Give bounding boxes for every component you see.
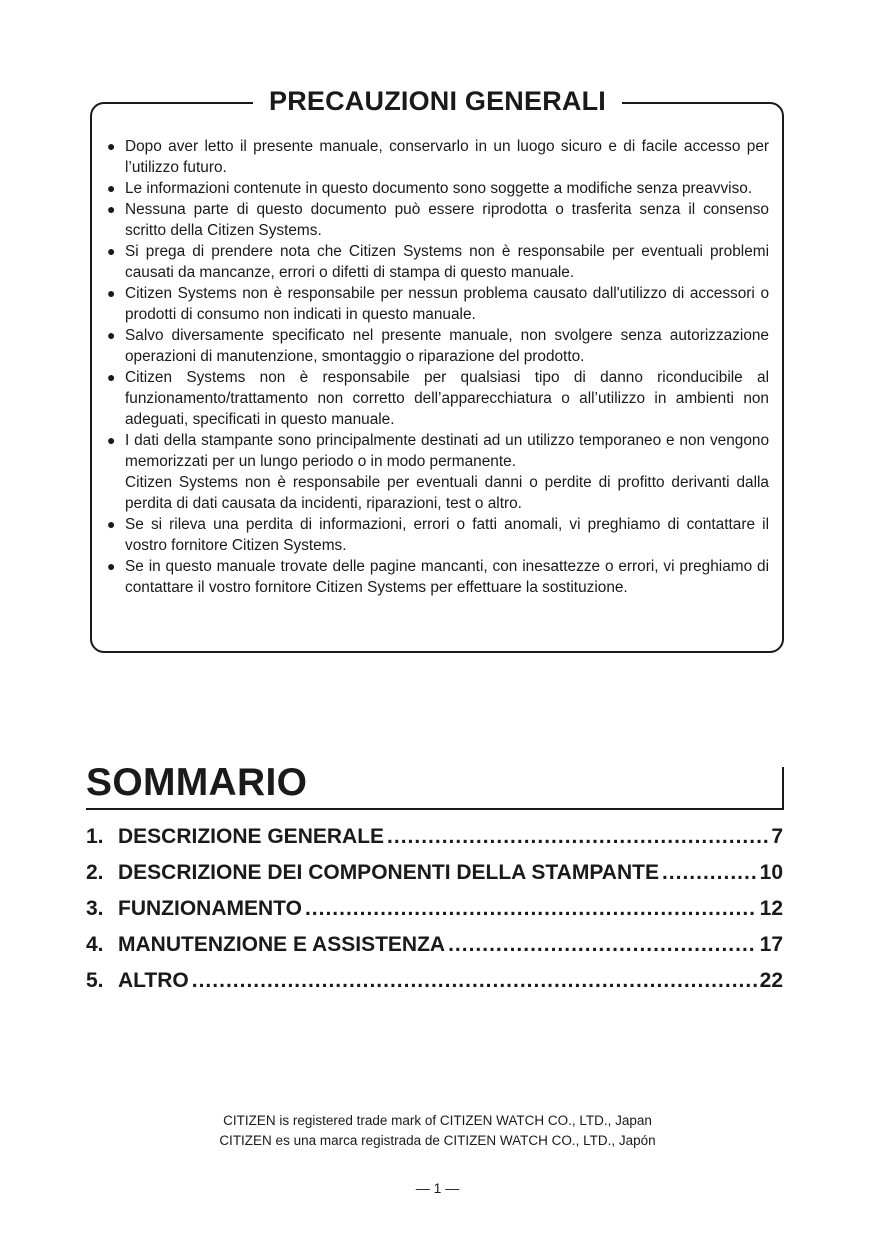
toc-label: ALTRO	[118, 969, 189, 992]
toc-leader-dots	[662, 861, 757, 885]
bullet-icon: ●	[107, 558, 116, 574]
precautions-title: PRECAUZIONI GENERALI	[0, 84, 875, 118]
bullet-icon: ●	[107, 180, 116, 196]
bullet-icon: ●	[107, 138, 116, 154]
precaution-item: ● Citizen Systems non è responsabile per qualsiasi tipo di danno riconducibile al funzionamento/trattamento non corretto dell’apparecchiatura o all’utilizzo in ambienti non adeguati, specificati in questo manuale.	[107, 369, 769, 428]
precaution-item: ● I dati della stampante sono principalmente destinati ad un utilizzo temporaneo e non vengono memorizzati per un lungo periodo o in modo permanente. Citizen Systems non è responsabile per eventuali danni o perdite di profitto derivanti dalla perdita di dati causata da incidenti, riparazioni, test o altro.	[107, 432, 769, 512]
precaution-item-continuation: Citizen Systems non è responsabile per eventuali danni o perdite di profitto derivanti dalla perdita di dati causata da incidenti, riparazioni, test o altro.	[125, 474, 769, 512]
trademark-line-spanish: CITIZEN es una marca registrada de CITIZEN WATCH CO., LTD., Japón	[219, 1133, 656, 1148]
trademark-footer	[0, 1111, 875, 1151]
toc-number: 1.	[86, 825, 104, 848]
bullet-icon: ●	[107, 243, 116, 259]
precaution-item: ● Se si rileva una perdita di informazioni, errori o fatti anomali, vi preghiamo di contattare il vostro fornitore Citizen Systems.	[107, 516, 769, 554]
toc-entry-descrizione-generale[interactable]	[86, 825, 783, 861]
precaution-item: ● Citizen Systems non è responsabile per nessun problema causato dall'utilizzo di accessori o prodotti di consumo non indicati in questo manuale.	[107, 285, 769, 323]
sommario-title: SOMMARIO	[86, 761, 308, 804]
toc-page: 10	[759, 861, 783, 884]
precaution-item: ● Se in questo manuale trovate delle pagine mancanti, con inesattezze o errori, vi preghiamo di contattare il vostro fornitore Citizen Systems per effettuare la sostituzione.	[107, 558, 769, 596]
toc-leader-dots	[305, 897, 757, 921]
bullet-icon: ●	[107, 516, 116, 532]
toc-entry-altro[interactable]	[86, 969, 783, 1005]
toc-leader-dots	[387, 825, 768, 849]
bullet-icon: ●	[107, 201, 116, 217]
toc-number: 3.	[86, 897, 104, 920]
toc-label: DESCRIZIONE DEI COMPONENTI DELLA STAMPANTE	[118, 861, 659, 884]
toc-leader-dots	[448, 933, 757, 957]
toc-number: 5.	[86, 969, 104, 992]
toc-page: 12	[759, 897, 783, 920]
toc-page: 7	[771, 825, 783, 848]
bullet-icon: ●	[107, 432, 116, 448]
toc-entry-componenti[interactable]	[86, 861, 783, 897]
bullet-icon: ●	[107, 327, 116, 343]
toc-leader-dots	[192, 969, 757, 993]
bullet-icon: ●	[107, 369, 116, 385]
precaution-item: ● Si prega di prendere nota che Citizen Systems non è responsabile per eventuali problemi causati da mancanze, errori o difetti di stampa di questo manuale.	[107, 243, 769, 281]
toc-number: 2.	[86, 861, 104, 884]
toc-page: 22	[759, 969, 783, 992]
toc-label: FUNZIONAMENTO	[118, 897, 302, 920]
page-number: — 1 —	[415, 1180, 460, 1196]
precaution-item: ● Nessuna parte di questo documento può essere riprodotta o trasferita senza il consenso scritto della Citizen Systems.	[107, 201, 769, 239]
precaution-item: ● Dopo aver letto il presente manuale, conservarlo in un luogo sicuro e di facile accesso per l’utilizzo futuro.	[107, 138, 769, 176]
trademark-line-english: CITIZEN is registered trade mark of CITIZEN WATCH CO., LTD., Japan	[223, 1113, 652, 1128]
toc-label: MANUTENZIONE E ASSISTENZA	[118, 933, 446, 956]
sommario-underline	[86, 808, 784, 810]
table-of-contents	[86, 825, 783, 1005]
bullet-icon: ●	[107, 285, 116, 301]
precautions-list	[107, 136, 769, 598]
toc-entry-manutenzione[interactable]	[86, 933, 783, 969]
sommario-side-rule	[782, 767, 784, 810]
precaution-item: ● Salvo diversamente specificato nel presente manuale, non svolgere senza autorizzazione operazioni di manutenzione, smontaggio o riparazione del prodotto.	[107, 327, 769, 365]
toc-label: DESCRIZIONE GENERALE	[118, 825, 385, 848]
precaution-item: ● Le informazioni contenute in questo documento sono soggette a modifiche senza preavviso.	[107, 180, 753, 197]
toc-entry-funzionamento[interactable]	[86, 897, 783, 933]
toc-page: 17	[759, 933, 783, 956]
toc-number: 4.	[86, 933, 104, 956]
